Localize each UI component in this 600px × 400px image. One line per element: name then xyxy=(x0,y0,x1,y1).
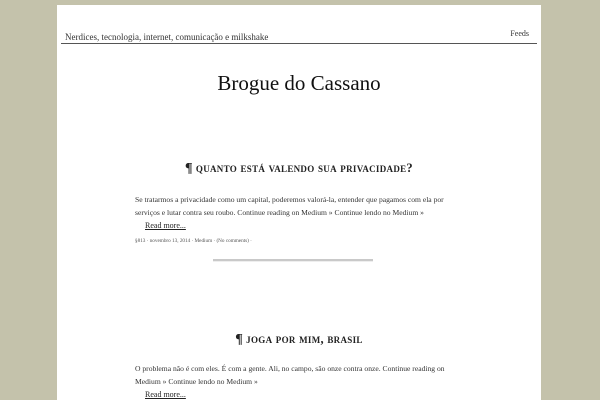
meta-separator: · xyxy=(191,238,195,244)
post xyxy=(57,161,541,244)
feeds-link[interactable]: Feeds xyxy=(510,29,529,38)
post-excerpt: Se tratarmos a privacidade como um capital, poderemos valorá-la, entender que pagamos com ela por serviços e lutar contra seu roubo. Continue reading on Medium » Continue lendo no Medium » xyxy=(135,195,444,217)
page xyxy=(57,5,541,400)
post-divider xyxy=(213,259,373,262)
post-meta xyxy=(135,238,541,244)
post-permalink[interactable]: §813 xyxy=(135,238,146,244)
site-tagline: Nerdices, tecnologia, internet, comunicação e milkshake xyxy=(65,32,269,42)
top-bar xyxy=(61,31,537,44)
post-title[interactable] xyxy=(57,332,541,348)
post-title-text[interactable]: quanto está valendo sua privacidade? xyxy=(195,161,413,175)
pilcrow-icon[interactable]: ¶ xyxy=(185,161,193,176)
pilcrow-icon[interactable]: ¶ xyxy=(235,332,244,347)
post-title-text[interactable]: joga por mim, brasil xyxy=(246,332,363,346)
post-title[interactable] xyxy=(57,161,541,177)
read-more-link[interactable]: Read more... xyxy=(145,221,186,230)
post xyxy=(57,332,541,399)
meta-separator: · xyxy=(146,238,150,244)
post-excerpt: O problema não é com eles. É com a gente. Ali, no campo, são onze contra onze. Continue reading on Medium » Continue lendo no Medium » xyxy=(135,364,445,386)
comments-link[interactable]: (No comments) xyxy=(216,238,249,244)
meta-separator: · xyxy=(213,238,217,244)
meta-separator: · xyxy=(250,238,252,244)
read-more-link[interactable]: Read more... xyxy=(145,390,186,399)
blog-title[interactable]: Brogue do Cassano xyxy=(217,71,381,95)
post-date: novembro 13, 2014 xyxy=(149,238,191,244)
post-category-link[interactable]: Medium xyxy=(194,238,213,244)
